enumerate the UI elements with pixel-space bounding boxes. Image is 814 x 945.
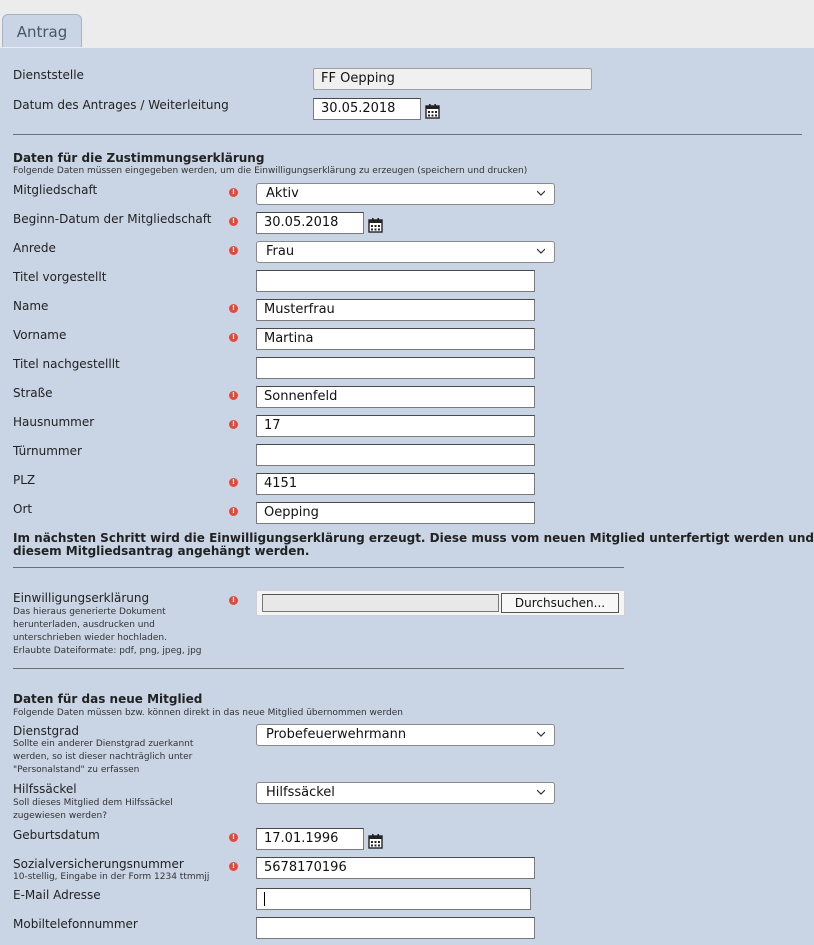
required-icon: ! (229, 862, 238, 871)
dienstgrad-hint-line: "Personalstand" zu erfassen (13, 765, 140, 775)
ort-field[interactable]: Oepping (256, 502, 535, 524)
hilfssaeckel-hint-line: zugewiesen werden? (13, 811, 108, 821)
mobil-label: Mobiltelefonnummer (13, 917, 138, 931)
required-icon: ! (229, 596, 238, 605)
required-icon: ! (229, 507, 238, 516)
mobil-field[interactable] (256, 917, 535, 939)
calendar-icon[interactable] (425, 104, 440, 119)
required-icon: ! (229, 391, 238, 400)
hausnummer-field[interactable]: 17 (256, 415, 535, 437)
email-field[interactable] (256, 888, 531, 910)
tab-antrag[interactable] (2, 14, 82, 47)
tuernummer-field[interactable] (256, 444, 535, 466)
strasse-field[interactable]: Sonnenfeld (256, 386, 535, 408)
hilfssaeckel-hint (13, 797, 173, 823)
divider (13, 567, 624, 568)
upload-hint (13, 606, 202, 658)
divider (13, 668, 624, 669)
upload-hint-line: unterschrieben wieder hochladen. (13, 633, 167, 643)
hilfssaeckel-hint-line: Soll dieses Mitglied dem Hilfssäckel (13, 798, 173, 808)
mitgliedschaft-label: Mitgliedschaft (13, 183, 98, 197)
svnr-label: Sozialversicherungsnummer (13, 857, 184, 871)
file-path-field[interactable] (262, 594, 499, 612)
hausnummer-label: Hausnummer (13, 415, 95, 429)
mitgliedschaft-value: Aktiv (266, 186, 299, 201)
required-icon: ! (229, 833, 238, 842)
name-field[interactable]: Musterfrau (256, 299, 535, 321)
svnr-hint: 10-stellig, Eingabe in der Form 1234 ttmmjj (13, 872, 210, 882)
upload-hint-line: Das hieraus generierte Dokument (13, 607, 166, 617)
vorname-field[interactable]: Martina (256, 328, 535, 350)
anrede-select[interactable] (256, 241, 555, 263)
required-icon: ! (229, 246, 238, 255)
required-icon: ! (229, 333, 238, 342)
required-icon: ! (229, 304, 238, 313)
plz-field[interactable]: 4151 (256, 473, 535, 495)
chevron-down-icon (537, 788, 545, 796)
titel-vor-label: Titel vorgestellt (13, 270, 107, 284)
dienststelle-field: FF Oepping (313, 68, 592, 90)
section2-subtitle: Folgende Daten müssen bzw. können direkt in das neue Mitglied übernommen werden (13, 708, 403, 718)
geburtsdatum-field[interactable]: 17.01.1996 (256, 828, 364, 850)
dienstgrad-hint (13, 738, 193, 777)
email-label: E-Mail Adresse (13, 888, 101, 902)
vorname-label: Vorname (13, 328, 67, 342)
hilfssaeckel-value: Hilfssäckel (266, 785, 335, 800)
beginn-field[interactable]: 30.05.2018 (256, 212, 364, 234)
required-icon: ! (229, 478, 238, 487)
ort-label: Ort (13, 502, 33, 516)
tuernummer-label: Türnummer (13, 444, 82, 458)
anrede-label: Anrede (13, 241, 56, 255)
upload-hint-line: herunterladen, ausdrucken und (13, 620, 155, 630)
notice-line1: Im nächsten Schritt wird die Einwilligungserklärung erzeugt. Diese muss vom neuen Mitglied unterfertigt werden und (13, 531, 814, 545)
file-upload-control (256, 590, 625, 616)
plz-label: PLZ (13, 473, 36, 487)
required-icon: ! (229, 188, 238, 197)
dienstgrad-hint-line: Sollte ein anderer Dienstgrad zuerkannt (13, 739, 194, 749)
svnr-field[interactable]: 5678170196 (256, 857, 535, 879)
browse-button[interactable]: Durchsuchen... (501, 593, 619, 613)
titel-vor-field[interactable] (256, 270, 535, 292)
anrede-value: Frau (266, 244, 295, 259)
section1-subtitle: Folgende Daten müssen eingegeben werden, um die Einwilligungserklärung zu erzeugen (speichern und drucken) (13, 166, 528, 176)
chevron-down-icon (537, 730, 545, 738)
section1-title: Daten für die Zustimmungserklärung (13, 151, 265, 165)
datum-antrag-field[interactable]: 30.05.2018 (313, 98, 421, 120)
dienstgrad-label: Dienstgrad (13, 724, 80, 738)
dienstgrad-hint-line: werden, so ist dieser nachträglich unter (13, 752, 193, 762)
divider (13, 134, 802, 135)
chevron-down-icon (537, 189, 545, 197)
top-tab-bar (0, 0, 814, 48)
section2-title: Daten für das neue Mitglied (13, 692, 203, 706)
upload-hint-line: Erlaubte Dateiformate: pdf, png, jpeg, jpg (13, 646, 202, 656)
text-cursor (264, 892, 265, 906)
dienstgrad-value: Probefeuerwehrmann (266, 727, 407, 742)
dienstgrad-select[interactable] (256, 724, 555, 746)
titel-nach-label: Titel nachgestelllt (13, 357, 120, 371)
dienststelle-label: Dienststelle (13, 68, 84, 82)
required-icon: ! (229, 420, 238, 429)
upload-label: Einwilligungserklärung (13, 591, 150, 605)
chevron-down-icon (537, 247, 545, 255)
beginn-label: Beginn-Datum der Mitgliedschaft (13, 212, 212, 226)
required-icon: ! (229, 217, 238, 226)
titel-nach-field[interactable] (256, 357, 535, 379)
notice-line2: diesem Mitgliedsantrag angehängt werden. (13, 544, 310, 558)
datum-antrag-label: Datum des Antrages / Weiterleitung (13, 98, 229, 112)
calendar-icon[interactable] (368, 834, 383, 849)
mitgliedschaft-select[interactable] (256, 183, 555, 205)
strasse-label: Straße (13, 386, 53, 400)
name-label: Name (13, 299, 49, 313)
hilfssaeckel-label: Hilfssäckel (13, 782, 77, 796)
geburtsdatum-label: Geburtsdatum (13, 828, 100, 842)
tab-label: Antrag (16, 23, 68, 41)
calendar-icon[interactable] (368, 218, 383, 233)
hilfssaeckel-select[interactable] (256, 782, 555, 804)
